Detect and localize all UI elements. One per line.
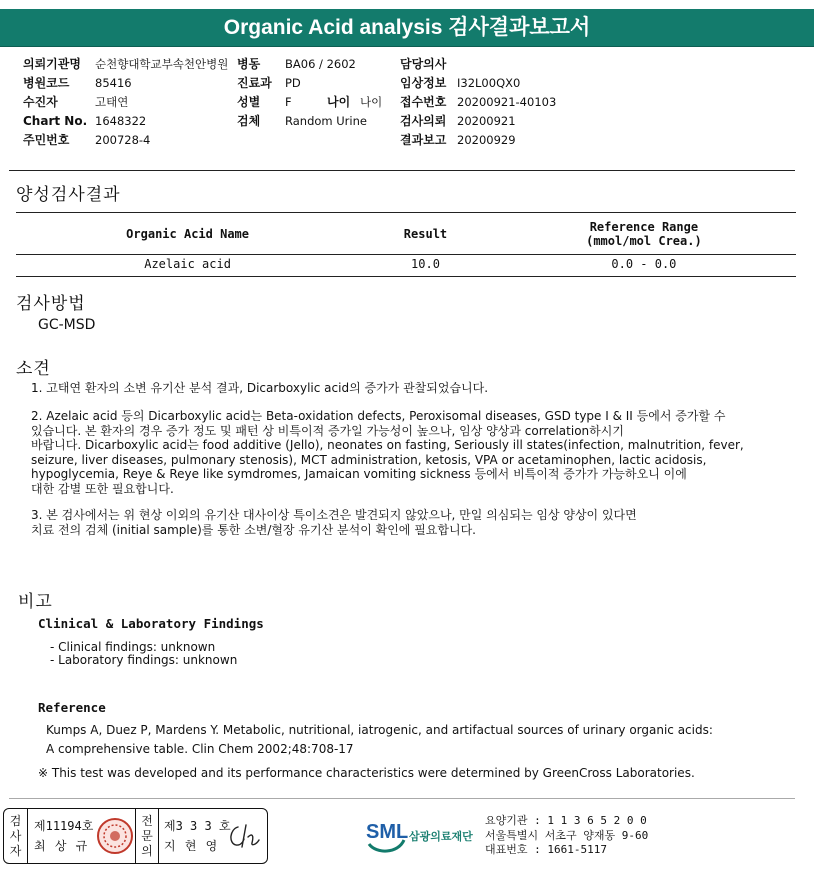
col-header-reference-line2: (mmol/mol Crea.): [586, 234, 702, 248]
table-header-row: [16, 214, 796, 254]
patient-label: 수진자: [23, 95, 58, 109]
cell-range: 0.0 - 0.0: [611, 256, 677, 271]
accession-no-label: 접수번호: [400, 95, 447, 109]
checker-number: 제3 3 3 호: [164, 819, 231, 833]
table-row: [16, 254, 796, 273]
chart-no-label: Chart No.: [23, 114, 88, 128]
finding-2-line: seizure, liver diseases, pulmonary stenosis), MCT administration, ketosis, VPA or acetaminophen, lactic acidosis,: [31, 452, 707, 467]
request-date-label: 검사의뢰: [400, 114, 447, 128]
table-top-rule: [16, 212, 796, 213]
age-label: 나이: [327, 95, 351, 109]
info-divider: [9, 170, 795, 171]
reference-heading: Reference: [38, 700, 106, 715]
finding-3-line: 치료 전의 검체 (initial sample)를 통한 소변/혈장 유기산 분석이 확인에 필요합니다.: [31, 522, 476, 537]
report-date-value: 20200929: [457, 133, 516, 147]
tester-number: 제11194호: [34, 819, 94, 833]
org-code: 요양기관 : 1 1 3 6 5 2 0 0: [485, 814, 647, 827]
request-date-value: 20200921: [457, 114, 516, 128]
finding-3-line: 3. 본 검사에서는 위 현상 이외의 유기산 대사이상 특이소견은 발견되지 않았으나, 만일 의심되는 임상 양상이 있다면: [31, 508, 637, 522]
accession-no-value: 20200921-40103: [457, 95, 557, 109]
clinical-lab-findings-heading: Clinical & Laboratory Findings: [38, 616, 264, 631]
report-date-label: 결과보고: [400, 133, 447, 147]
requesting-institution-value: 순천향대학교부속천안병원: [95, 57, 229, 71]
table-header-rule: [16, 254, 796, 255]
org-name: 삼광의료재단: [409, 830, 473, 843]
finding-paragraph-1: 1. 고태연 환자의 소변 유기산 분석 결과, Dicarboxylic acid의 증가가 관찰되었습니다.: [31, 381, 489, 395]
col-header-reference: [492, 214, 796, 254]
org-info: [485, 814, 648, 858]
reference-line-2: A comprehensive table. Clin Chem 2002;48:708-17: [46, 742, 354, 756]
col-header-reference-line1: Reference Range: [589, 220, 699, 234]
col-header-result: Result: [403, 227, 448, 241]
specimen-label: 검체: [237, 114, 261, 128]
tester-label: 검사자: [4, 809, 28, 863]
remarks-heading: 비고: [18, 592, 53, 612]
findings-heading: 소견: [16, 359, 51, 379]
age-value: 나이: [360, 95, 383, 109]
checker-label: 전문의: [135, 809, 159, 863]
ward-label: 병동: [237, 57, 261, 71]
finding-2-line: 있습니다. 본 환자의 경우 증가 정도 및 패턴 상 비특이적 증가일 가능성이 높으나, 임상 양상과 correlation하시기: [31, 423, 624, 438]
reference-line-1: Kumps A, Duez P, Mardens Y. Metabolic, nutritional, iatrogenic, and artifactual sources of urinary organic acids:: [46, 723, 713, 737]
info-column-2: [237, 55, 382, 131]
signature-box: [3, 808, 268, 864]
finding-paragraph-2: [31, 409, 801, 496]
department-label: 진료과: [237, 76, 272, 90]
sml-logo-text: SML: [366, 821, 409, 843]
finding-2-line: hypoglycemia, Reye & Reye like symdromes, Jamaican vomiting sickness 등에서 비특이적 증가가 가능하오니 이에: [31, 467, 687, 481]
sex-value: F: [285, 95, 292, 109]
requesting-institution-label: 의뢰기관명: [23, 57, 81, 71]
clinical-findings: - Clinical findings: unknown: [50, 640, 216, 654]
finding-2-line: 2. Azelaic acid 등의 Dicarboxylic acid는 Beta-oxidation defects, Peroxisomal diseases, GSD type I & II 등에서 증가할 수: [31, 409, 726, 423]
org-address: 서울특별시 서초구 양재동 9-60: [485, 828, 649, 842]
doctor-label: 담당의사: [400, 57, 447, 71]
resident-no-value: 200728-4: [95, 133, 151, 147]
positive-results-table: [16, 214, 796, 273]
cell-acid-name: Azelaic acid: [144, 256, 231, 271]
cell-result: 10.0: [411, 256, 440, 271]
finding-2-line: 대한 감별 또한 필요합니다.: [31, 481, 174, 496]
patient-value: 고태연: [95, 95, 129, 109]
info-column-3: [400, 55, 556, 150]
hospital-code-value: 85416: [95, 76, 132, 90]
org-phone: 대표번호 : 1661-5117: [485, 843, 607, 856]
method-heading: 검사방법: [16, 294, 86, 314]
chart-no-value: 1648322: [95, 114, 147, 128]
table-bottom-rule: [16, 276, 796, 277]
clinical-info-label: 임상정보: [400, 76, 447, 90]
info-column-1: [23, 55, 228, 150]
tester-name: 최 상 규: [34, 839, 89, 853]
clinical-info-value: I32L00QX0: [457, 76, 521, 90]
laboratory-findings: - Laboratory findings: unknown: [50, 653, 238, 667]
col-header-name: Organic Acid Name: [126, 227, 249, 241]
seal-stamp-icon: [96, 817, 134, 855]
lab-note: ※ This test was developed and its performance characteristics were determined by GreenCross Laboratories.: [38, 766, 695, 780]
ward-value: BA06 / 2602: [285, 57, 356, 71]
checker-name: 지 현 영: [164, 839, 219, 853]
report-title: Organic Acid analysis 검사결과보고서: [0, 9, 814, 47]
method-value: GC-MSD: [38, 317, 96, 333]
footer-divider: [9, 798, 795, 799]
sex-label: 성별: [237, 95, 261, 109]
sml-logo: [366, 818, 481, 858]
department-value: PD: [285, 76, 301, 90]
hospital-code-label: 병원코드: [23, 76, 70, 90]
signature-icon: [226, 821, 262, 851]
finding-2-line: 바랍니다. Dicarboxylic acid는 food additive (Jello), neonates on fasting, Seriously ill states(infection, malnutrition, fever,: [31, 438, 744, 452]
resident-no-label: 주민번호: [23, 133, 70, 147]
specimen-value: Random Urine: [285, 114, 367, 128]
positive-results-heading: 양성검사결과: [16, 185, 121, 205]
finding-paragraph-3: [31, 508, 801, 537]
